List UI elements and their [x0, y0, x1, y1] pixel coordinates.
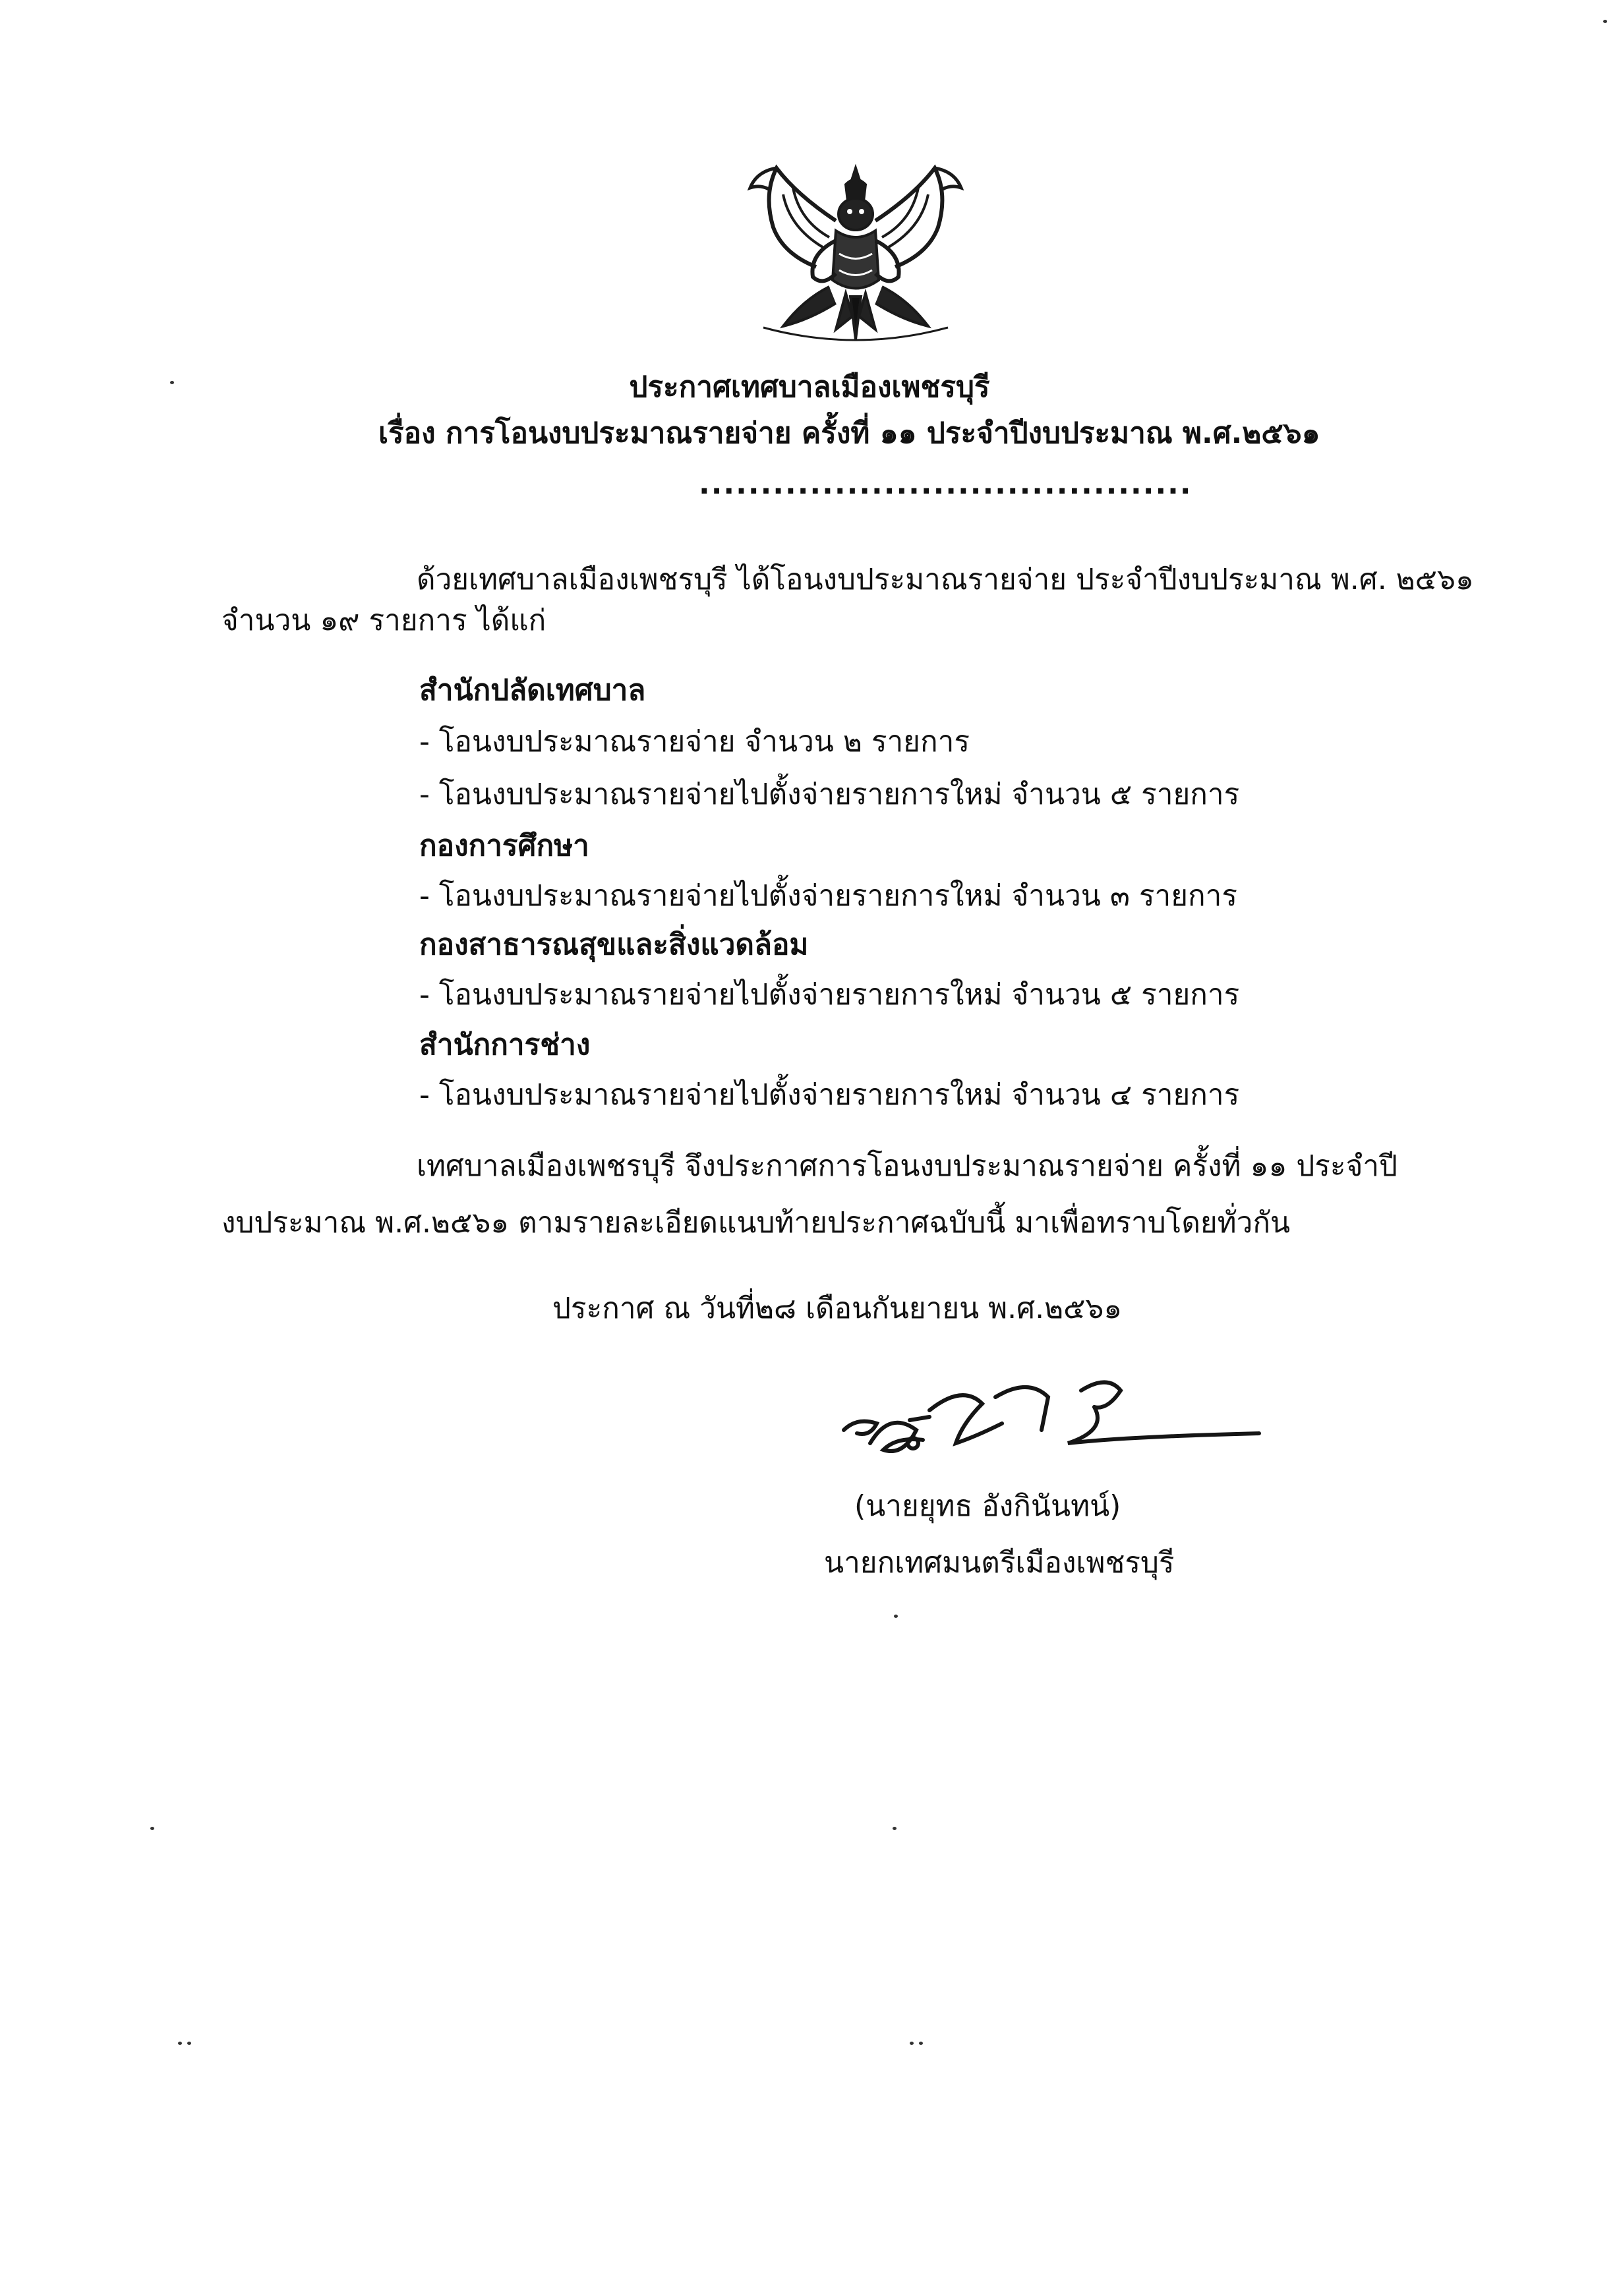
department-list-item: - โอนงบประมาณรายจ่าย จำนวน ๒ รายการ	[419, 725, 970, 759]
department-list-item: - โอนงบประมาณรายจ่ายไปตั้งจ่ายรายการใหม่ จำนวน ๕ รายการ	[419, 778, 1240, 811]
scan-speck	[894, 1615, 898, 1618]
scan-speck	[170, 381, 174, 384]
scan-speck	[150, 1827, 154, 1830]
department-heading: สำนักปลัดเทศบาล	[419, 674, 646, 707]
scan-speck	[178, 2042, 182, 2045]
department-heading: สำนักการช่าง	[419, 1028, 591, 1062]
department-heading: กองสาธารณสุขและสิ่งแวดล้อม	[419, 928, 809, 961]
announcement-subject: เรื่อง การโอนงบประมาณรายจ่าย ครั้งที่ ๑๑ ประจำปีงบประมาณ พ.ศ.๒๕๖๑	[378, 416, 1320, 450]
garuda-emblem-icon	[737, 155, 974, 353]
department-list-item: - โอนงบประมาณรายจ่ายไปตั้งจ่ายรายการใหม่ จำนวน ๕ รายการ	[419, 978, 1240, 1012]
handwritten-signature-icon	[831, 1371, 1292, 1470]
scan-speck	[919, 2042, 923, 2045]
department-list-item: - โอนงบประมาณรายจ่ายไปตั้งจ่ายรายการใหม่ จำนวน ๓ รายการ	[419, 879, 1238, 913]
department-heading: กองการศึกษา	[419, 829, 589, 863]
intro-paragraph-line2: จำนวน ๑๙ รายการ ได้แก่	[221, 604, 546, 637]
signer-position: นายกเทศมนตรีเมืองเพชรบุรี	[824, 1546, 1175, 1580]
department-list-item: - โอนงบประมาณรายจ่ายไปตั้งจ่ายรายการใหม่ จำนวน ๔ รายการ	[419, 1078, 1240, 1112]
scan-speck	[910, 2042, 914, 2045]
scan-speck	[187, 2042, 191, 2045]
signer-name: (นายยุทธ อังกินันทน์)	[854, 1489, 1121, 1523]
closing-paragraph-line1: เทศบาลเมืองเพชรบุรี จึงประกาศการโอนงบประมาณรายจ่าย ครั้งที่ ๑๑ ประจำปี	[417, 1149, 1398, 1183]
scan-speck	[1603, 20, 1607, 23]
closing-paragraph-line2: งบประมาณ พ.ศ.๒๕๖๑ ตามรายละเอียดแนบท้ายประกาศฉบับนี้ มาเพื่อทราบโดยทั่วกัน	[221, 1206, 1291, 1240]
title-divider: ........................................	[699, 467, 1192, 501]
announcement-title: ประกาศเทศบาลเมืองเพชรบุรี	[629, 370, 990, 404]
scan-speck	[893, 1827, 897, 1830]
announcement-date: ประกาศ ณ วันที่๒๘ เดือนกันยายน พ.ศ.๒๕๖๑	[552, 1292, 1123, 1325]
intro-paragraph-line1: ด้วยเทศบาลเมืองเพชรบุรี ได้โอนงบประมาณรายจ่าย ประจำปีงบประมาณ พ.ศ. ๒๕๖๑	[417, 563, 1474, 596]
